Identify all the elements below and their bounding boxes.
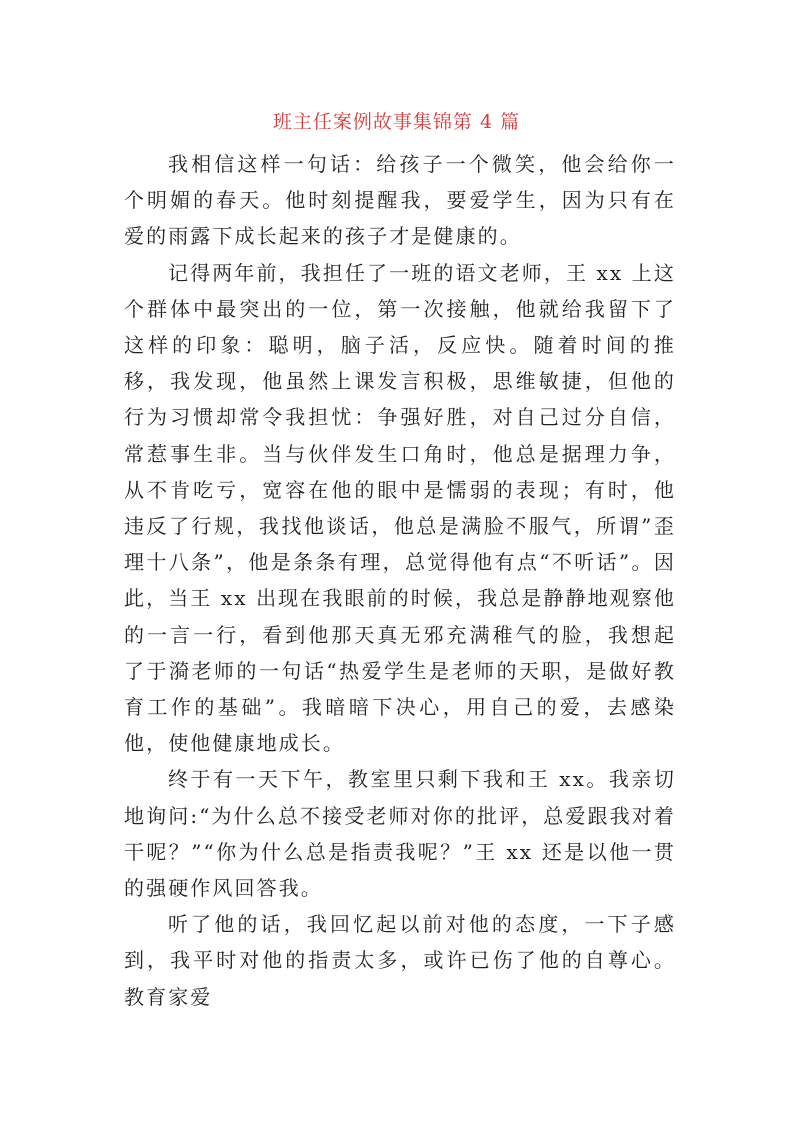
paragraph-3: 终于有一天下午，教室里只剩下我和王 xx。我亲切地询问:“为什么总不接受老师对你的批评，总爱跟我对着干呢？”“你为什么总是指责我呢？”王 xx 还是以他一贯的强硬作风回答我。 <box>124 767 676 901</box>
paragraph-4: 听了他的话，我回忆起以前对他的态度，一下子感到，我平时对他的指责太多，或许已伤了他的自尊心。教育家爱 <box>124 912 676 1009</box>
paragraph-2: 记得两年前，我担任了一班的语文老师，王 xx 上这个群体中最突出的一位，第一次接触，他就给我留下了这样的印象：聪明，脑子活，反应快。随着时间的推移，我发现，他虽然上课发言积极，思维敏捷，但他的行为习惯却常令我担忧：争强好胜，对自己过分自信，常惹事生非。当与伙伴发生口角时，他总是据理力争，从不肯吃亏，宽容在他的眼中是懦弱的表现；有时，他违反了行规，我找他谈话，他总是满脸不服气，所谓”歪理十八条”，他是条条有理，总觉得他有点“不听话”。因此，当王 xx 出现在我眼前的时候，我总是静静地观察他的一言一行，看到他那天真无邪充满稚气的脸，我想起了于漪老师的一句话“热爱学生是老师的天职，是做好教育工作的基础”。我暗暗下决心，用自己的爱，去感染他，使他健康地成长。 <box>124 260 676 756</box>
paragraph-1: 我相信这样一句话：给孩子一个微笑，他会给你一个明媚的春天。他时刻提醒我，要爱学生，因为只有在爱的雨露下成长起来的孩子才是健康的。 <box>124 152 676 249</box>
document-title: 班主任案例故事集锦第 4 篇 <box>272 111 521 133</box>
document-body <box>124 146 676 1015</box>
